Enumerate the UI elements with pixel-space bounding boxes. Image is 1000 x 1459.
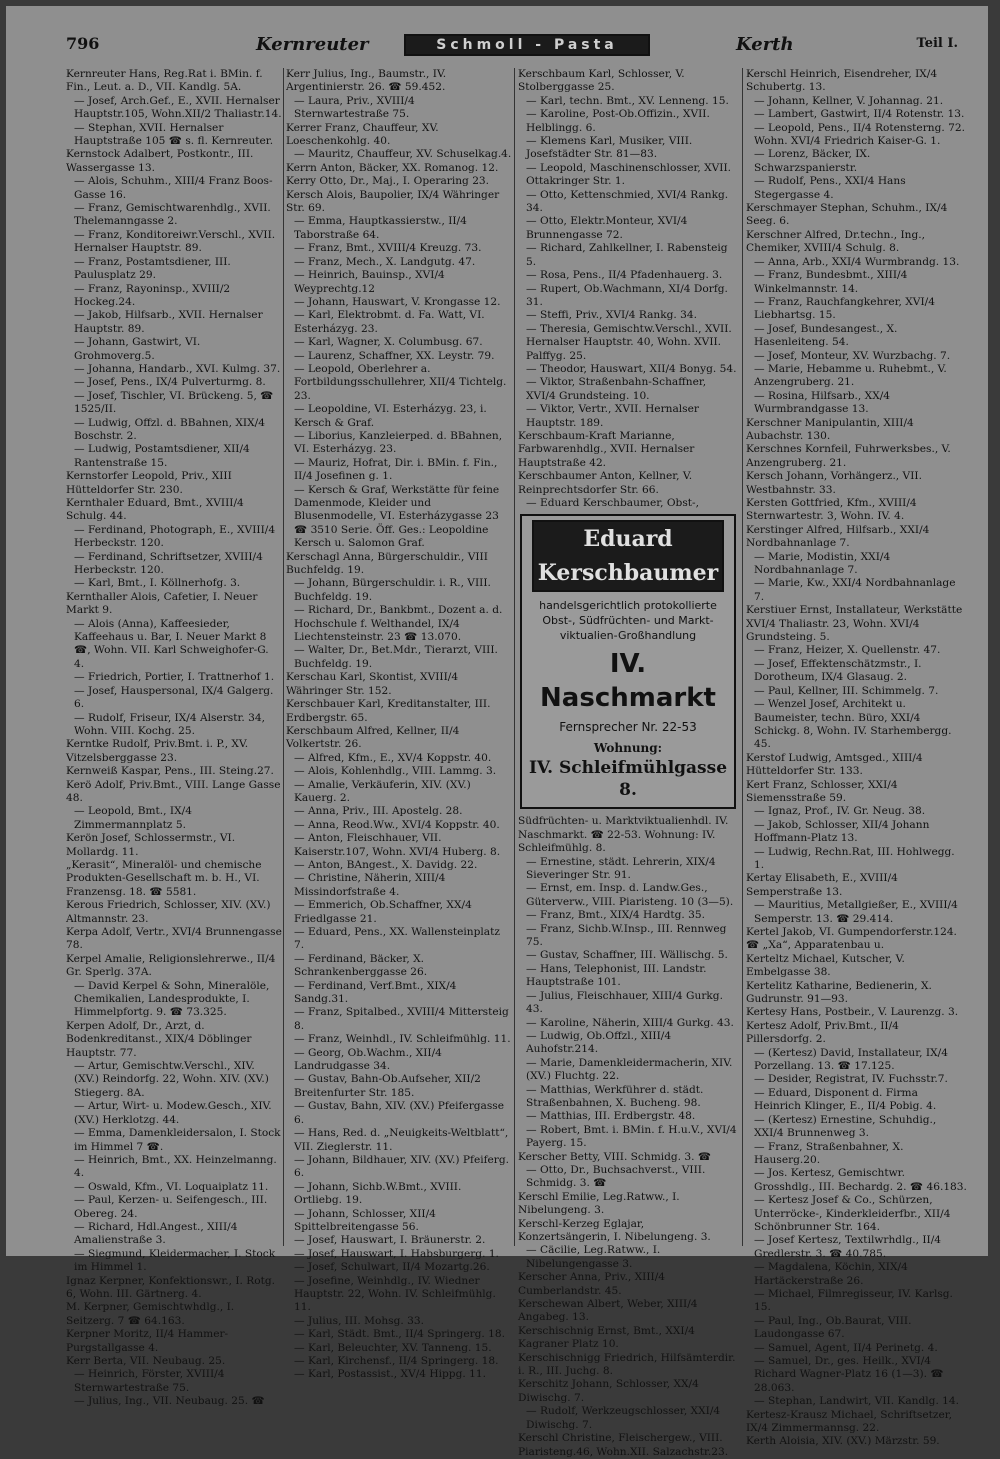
directory-entry: Kersch Alois, Baupolier, IX/4 Währinger Str. 69. — [286, 188, 500, 215]
directory-entry: — Ferdinand, Bäcker, X. Schrankenberggasse 26. — [294, 952, 428, 979]
directory-column-4 — [746, 68, 968, 1448]
directory-entry: — Rudolf, Pens., XXI/4 Hans Stegergasse 4. — [754, 175, 906, 201]
directory-entry: Kerschagl Anna, Bürgerschuldir., VIII Buchfeldg. 19. — [286, 550, 488, 577]
directory-entry: — Josef, Tischler, VI. Brückeng. 5, ☎ 1525/II. — [74, 389, 274, 416]
directory-entry: Kernstock Adalbert, Postkontr., III. Wassergasse 13. — [66, 148, 254, 174]
directory-entry: „Kerasit“, Mineralöl- und chemische Produkten-Gesellschaft m. b. H., VI. Franzensg. 18. ☎ 5581. — [66, 858, 262, 898]
directory-entry: Kerstinger Alfred, Hilfsarb., XXI/4 Nordbahnanlage 7. — [746, 523, 930, 550]
directory-entry: Kerschmayer Stephan, Schuhm., IX/4 Seeg. 6. — [746, 202, 948, 228]
directory-entry: Kersch Johann, Vorhängerz., VII. Westbahnstr. 33. — [746, 470, 922, 496]
directory-entry: — Georg, Ob.Wachm., XII/4 Landrudgasse 34. — [294, 1046, 442, 1073]
directory-entry: Kerstiuer Ernst, Installateur, Werkstätte XVI/4 Thaliastr. 23, Wohn. XVI/4 Grundsteing. 5. — [746, 604, 963, 644]
directory-entry: — Johann, Schlosser, XII/4 Spittelbreitengasse 56. — [294, 1207, 436, 1233]
directory-entry: — Alois, Schuhm., XIII/4 Franz Boos-Gasse 16. — [74, 175, 273, 201]
directory-entry: — Viktor, Straßenbahn-Schaffner, XVI/4 Grundsteing. 10. — [526, 376, 707, 402]
directory-entry: — Emma, Damenkleidersalon, I. Stock im Himmel 7 ☎. — [74, 1127, 281, 1153]
directory-entry: — Franz, Sichb.W.Insp., III. Rennweg 75. — [526, 922, 727, 949]
directory-entry: — Ferdinand, Photograph, E., XVIII/4 Herbeckstr. 120. — [74, 523, 276, 550]
directory-entry: — Oswald, Kfm., VI. Loquaiplatz 11. — [74, 1180, 269, 1193]
directory-entry: — Karl, Städt. Bmt., II/4 Springerg. 18. — [294, 1328, 506, 1341]
directory-entry: — Johann, Kellner, V. Johannag. 21. — [754, 94, 944, 107]
directory-entry: — Johann, Sichb.W.Bmt., XVIII. Ortliebg. 19. — [294, 1180, 462, 1207]
directory-entry: — (Kertesz) Ernestine, Schuhdig., XXI/4 Brunnenweg 3. — [754, 1113, 937, 1140]
directory-entry: — Friedrich, Portier, I. Trattnerhof 1. — [74, 671, 275, 684]
directory-entry: — Karl, Elektrobmt. d. Fa. Watt, VI. Esterházyg. 23. — [294, 309, 485, 335]
directory-entry: — Josef, Hauswart, I. Habsburgerg. 1. — [294, 1247, 499, 1260]
ad-phone: Fernsprecher Nr. 22-53 — [559, 720, 697, 735]
part-label: Teil I. — [916, 36, 958, 51]
directory-entry: Kertesz-Krausz Michael, Schriftsetzer, IX/4 Zimmermannsg. 22. — [746, 1408, 953, 1435]
directory-entry: — Paul, Kellner, III. Schimmelg. 7. — [754, 684, 939, 697]
ad-address: IV. Schleifmühlgasse 8. — [528, 758, 728, 801]
directory-entry: — Heinrich, Bmt., XX. Heinzelmanng. 4. — [74, 1153, 277, 1180]
directory-entry: — Franz, Rauchfangkehrer, XVI/4 Liebhartsg. 15. — [754, 295, 935, 322]
directory-entry: Kerteltz Michael, Kutscher, V. Embelgasse 38. — [746, 952, 905, 979]
directory-entry: Kerrer Franz, Chauffeur, XV. Loeschenkohlg. 40. — [286, 121, 439, 148]
directory-entry: — Franz, Bmt., XVIII/4 Kreuzg. 73. — [294, 242, 482, 255]
directory-entry: Kertesy Hans, Postbeir., V. Laurenzg. 3. — [746, 1006, 959, 1019]
directory-entry: — Josef, Effektenschätzmstr., I. Dorotheum, IX/4 Glasaug. 2. — [754, 657, 922, 684]
directory-entry: Kerschner Manipulantin, XIII/4 Aubachstr. 130. — [746, 416, 914, 442]
directory-entry: Kerschl-Kerzeg Eglajar, Konzertsängerin, I. Nibelungeng. 3. — [518, 1217, 711, 1243]
directory-entry: — Marie, Damenkleidermacherin, XIV. (XV.) Fluchtg. 22. — [526, 1056, 733, 1083]
directory-entry: — Gustav, Bahn-Ob.Aufseher, XII/2 Breitenfurter Str. 185. — [294, 1073, 481, 1099]
column-divider — [742, 68, 743, 1246]
directory-entry: Kerscher Anna, Priv., XIII/4 Cumberlandstr. 45. — [518, 1271, 666, 1297]
directory-entry: — Josef Kertesz, Textilwrhdlg., II/4 Gredlerstr. 3. ☎ 40.785. — [754, 1234, 942, 1260]
directory-entry: — Josef, Pens., IX/4 Pulverturmg. 8. — [74, 376, 266, 389]
column-divider — [514, 68, 515, 1246]
directory-entry: — Alois (Anna), Kaffeesieder, Kaffeehaus u. Bar, I. Neuer Markt 8 ☎, Wohn. VII. Karl Schweighofer-G. 4. — [74, 617, 269, 670]
directory-entry: — Emma, Hauptkassierstw., II/4 Taborstraße 64. — [294, 215, 467, 241]
directory-entry: — Rupert, Ob.Wachmann, XI/4 Dorfg. 31. — [526, 282, 728, 308]
directory-entry: Kerschitz Johann, Schlosser, XX/4 Diwischg. 7. — [518, 1378, 699, 1404]
directory-entry: — Richard, Hdl.Angest., XIII/4 Amalienstraße 3. — [74, 1220, 238, 1247]
directory-entry: — Josef, Bundesangest., X. Hasenleiteng. 54. — [754, 322, 898, 349]
directory-entry: — Karl, techn. Bmt., XV. Lenneng. 15. — [526, 94, 729, 107]
directory-entry: — Anna, Reod.Ww., XVI/4 Koppstr. 40. — [294, 818, 500, 831]
directory-entry: — Steffi, Priv., XVI/4 Rankg. 34. — [526, 309, 697, 322]
directory-entry: Kerpa Adolf, Vertr., XVI/4 Brunnengasse 78. — [66, 926, 282, 952]
directory-entry: — Jos. Kertesz, Gemischtwr. Grosshdlg., III. Bechardg. 2. ☎ 46.183. — [754, 1167, 967, 1193]
directory-entry: Kerschnes Kornfeil, Fuhrwerksbes., V. Anzengruberg. 21. — [746, 443, 951, 469]
directory-entry: — Anton, BAngest., X. Davidg. 22. — [294, 858, 478, 871]
directory-entry: Kerschl Heinrich, Eisendreher, IX/4 Schubertg. 13. — [746, 68, 938, 94]
directory-entry: — Lambert, Gastwirt, II/4 Rotenstr. 13. — [754, 108, 965, 121]
directory-entry: — Eduard, Pens., XX. Wallensteinplatz 7. — [294, 926, 500, 952]
directory-entry: — Marie, Kw., XXI/4 Nordbahnanlage 7. — [754, 577, 956, 603]
directory-entry: — Karl, Postassist., XV/4 Hippg. 11. — [294, 1368, 486, 1381]
directory-entry: — Eduard Kerschbaumer, Obst-, — [526, 497, 699, 509]
directory-entry: — Karl, Beleuchter, XV. Tanneng. 15. — [294, 1341, 492, 1354]
directory-entry: — Josef, Hauspersonal, IX/4 Galgerg. 6. — [74, 684, 274, 711]
directory-entry: — Mauriz, Hofrat, Dir. i. BMin. f. Fin., II/4 Josefinen g. 1. — [294, 456, 498, 483]
directory-entry: Kerr Julius, Ing., Baumstr., IV. Argentinierstr. 26. ☎ 59.452. — [286, 68, 447, 94]
directory-entry: Kerön Josef, Schlossermstr., VI. Mollardg. 11. — [66, 832, 236, 858]
directory-entry: — Johanna, Handarb., XVI. Kulmg. 37. — [74, 362, 281, 375]
directory-entry: — Ernestine, städt. Lehrerin, XIX/4 Sieveringer Str. 91. — [526, 855, 716, 882]
directory-entry: — Amalie, Verkäuferin, XIV. (XV.) Kauerg. 2. — [294, 778, 471, 804]
directory-entry: — Leopold, Maschinenschlosser, XVII. Ottakringer Str. 1. — [526, 161, 732, 188]
directory-entry: — Josefine, Weinhdlg., IV. Wiedner Hauptstr. 22, Wohn. IV. Schleifmühlg. 11. — [294, 1274, 496, 1314]
directory-entry: — Hans, Telephonist, III. Landstr. Hauptstraße 101. — [526, 962, 707, 989]
directory-entry: — Desider, Registrat, IV. Fuchsstr.7. — [754, 1073, 948, 1086]
directory-entry: — Wenzel Josef, Architekt u. Baumeister, techn. Büro, XXI/4 Schickg. 8, Wohn. IV. Starhembergg. 45. — [754, 698, 952, 751]
directory-entry: Südfrüchten- u. Marktviktualienhdl. IV. Naschmarkt. ☎ 22-53. Wohnung: IV. Schleifmühlg. 8. — [518, 815, 729, 855]
directory-entry: Kerr Berta, VII. Neubaug. 25. — [66, 1355, 226, 1367]
directory-entry: — Ludwig, Offzl. d. BBahnen, XIX/4 Boschstr. 2. — [74, 416, 265, 442]
directory-entry: Kert Franz, Schlosser, XXI/4 Siemensstraße 59. — [746, 778, 898, 804]
directory-entry: — Theodor, Hauswart, XII/4 Bonyg. 54. — [526, 362, 737, 375]
header-right-keyword: Kerth — [736, 34, 794, 55]
directory-entry: — Richard, Dr., Bankbmt., Dozent a. d. Hochschule f. Welthandel, IX/4 Liechtensteinstr. 23 ☎ 13.070. — [294, 604, 503, 644]
directory-entry: — Gustav, Bahn, XIV. (XV.) Pfeifergasse 6. — [294, 1100, 504, 1126]
directory-entry: — Josef, Hauswart, I. Bräunerstr. 2. — [294, 1234, 486, 1247]
directory-entry: — Kersch & Graf, Werkstätte für feine Damenmode, Kleider und Blusenmodelle, VI. Esterházygasse 23 ☎ 3510 Serie. Öff. Ges.: Leopoldine Kersch u. Salomon Graf. — [294, 483, 500, 550]
directory-entry: — Franz, Bmt., XIX/4 Hardtg. 35. — [526, 909, 705, 922]
directory-entry: — Eduard, Disponent d. Firma Heinrich Klinger, E., II/4 Pobig. 4. — [754, 1086, 937, 1113]
directory-entry: Kerschl Christine, Fleischergew., VIII. Piaristeng.46, Wohn.XII. Salzachstr.23. — [518, 1432, 729, 1458]
directory-entry: — Julius, Fleischhauer, XIII/4 Gurkg. 43. — [526, 989, 723, 1016]
directory-entry: — Samuel, Agent, II/4 Perinetg. 4. — [754, 1341, 938, 1354]
directory-entry: Kernthaler Eduard, Bmt., XVIII/4 Schulg. 44. — [66, 497, 244, 523]
directory-entry: — Mauritius, Metallgießer, E., XVIII/4 Semperstr. 13. ☎ 29.414. — [754, 899, 958, 925]
directory-entry: — Viktor, Vertr., XVII. Hernalser Hauptstr. 189. — [526, 403, 699, 429]
directory-entry: Kerschbaum Alfred, Kellner, II/4 Volkertstr. 26. — [286, 724, 460, 751]
directory-entry: — Franz, Konditoreiwr.Verschl., XVII. Hernalser Hauptstr. 89. — [74, 228, 276, 255]
column-divider — [283, 68, 284, 1246]
directory-entry: — Julius, Ing., VII. Neubaug. 25. ☎ — [74, 1395, 265, 1408]
directory-entry: — Leopoldine, VI. Esterházyg. 23, i. Kersch & Graf. — [294, 403, 487, 429]
directory-entry: — Rosina, Hilfsarb., XX/4 Wurmbrandgasse 13. — [754, 389, 891, 416]
directory-entry: — Franz, Bundesbmt., XIII/4 Winkelmannstr. 14. — [754, 269, 908, 295]
directory-entry: — Mauritz, Chauffeur, XV. Schuselkag.4. — [294, 148, 512, 161]
directory-entry: — Ignaz, Prof., IV. Gr. Neug. 38. — [754, 805, 926, 818]
ad-title: Eduard Kerschbaumer — [532, 520, 724, 592]
directory-entry: — Karl, Bmt., I. Köllnerhofg. 3. — [74, 577, 241, 590]
directory-entry: Kerpner Moritz, II/4 Hammer-Purgstallgasse 4. — [66, 1328, 229, 1354]
ad-description-line: handelsgerichtlich protokollierte — [539, 599, 717, 613]
directory-entry: — Johann, Gastwirt, VI. Grohmoverg.5. — [74, 336, 201, 362]
directory-entry: Kertay Elisabeth, E., XVIII/4 Semperstraße 13. — [746, 872, 898, 898]
directory-entry: — Leopold, Oberlehrer a. Fortbildungsschullehrer, XII/4 Tichtelg. 23. — [294, 362, 507, 402]
directory-entry: — Julius, III. Mohsg. 33. — [294, 1314, 424, 1327]
directory-entry: — Jakob, Hilfsarb., XVII. Hernalser Hauptstr. 89. — [74, 309, 263, 335]
directory-entry: Kernweiß Kaspar, Pens., III. Steing.27. — [66, 765, 274, 778]
directory-entry: Kerstof Ludwig, Amtsged., XIII/4 Hütteldorfer Str. 133. — [746, 751, 923, 778]
directory-entry: — Artur, Wirt- u. Modew.Gesch., XIV. (XV.) Herklotzg. 44. — [74, 1100, 272, 1126]
directory-entry: — Karoline, Näherin, XIII/4 Gurkg. 43. — [526, 1016, 734, 1029]
directory-entry: — Franz, Spitalbed., XVIII/4 Mittersteig 8. — [294, 1006, 509, 1032]
directory-entry: — Karl, Wagner, X. Columbusg. 67. — [294, 336, 483, 349]
directory-column-3 — [518, 68, 738, 1458]
directory-entry: — Ferdinand, Schriftsetzer, XVIII/4 Herbeckstr. 120. — [74, 550, 263, 577]
directory-entry: — Franz, Heizer, X. Quellenstr. 47. — [754, 644, 941, 657]
directory-entry: Kerrn Anton, Bäcker, XX. Romanog. 12. — [286, 161, 499, 174]
directory-entry: — Franz, Mech., X. Landgutg. 47. — [294, 255, 476, 268]
directory-entry: — Franz, Straßenbahner, X. Hauserg.20. — [754, 1140, 904, 1166]
directory-entry: Kernthaller Alois, Cafetier, I. Neuer Markt 9. — [66, 590, 258, 617]
directory-entry: — Ludwig, Postamtsdiener, XII/4 Rantenstraße 15. — [74, 443, 250, 469]
directory-column-2 — [286, 68, 512, 1381]
directory-entry: — Franz, Rayoninsp., XVIII/2 Hockeg.24. — [74, 282, 231, 308]
directory-entry: — Jakob, Schlosser, XII/4 Johann Hoffmann-Platz 13. — [754, 818, 930, 845]
directory-entry: Kerschischnigg Friedrich, Hilfsämterdir. i. R., III. Juchg. 8. — [518, 1351, 736, 1378]
directory-entry: — Johann, Bildhauer, XIV. (XV.) Pfeiferg. 6. — [294, 1153, 510, 1180]
directory-entry: — Liborius, Kanzleierped. d. BBahnen, VI. Esterházyg. 23. — [294, 429, 503, 456]
directory-entry: — Stephan, XVII. Hernalser Hauptstraße 105 ☎ s. fl. Kernreuter. — [74, 121, 274, 148]
directory-entry: — Ernst, em. Insp. d. Landw.Ges., Güterverw., VIII. Piaristeng. 10 (3—5). — [526, 882, 734, 908]
directory-entry: Kerschner Alfred, Dr.techn., Ing., Chemiker, XVIII/4 Schulg. 8. — [746, 228, 925, 255]
directory-entry: Kertelitz Katharine, Bedienerin, X. Gudrunstr. 91—93. — [746, 979, 932, 1006]
directory-entry: Kerry Otto, Dr., Maj., I. Operaring 23. — [286, 175, 490, 188]
directory-entry: Kerschbaum Karl, Schlosser, V. Stolberggasse 25. — [518, 68, 685, 94]
directory-entry: Kernreuter Hans, Reg.Rat i. BMin. f. Fin., Leut. a. D., VII. Kandlg. 5A. — [66, 68, 263, 94]
directory-entry: — Josef, Schulwart, II/4 Mozartg.26. — [294, 1261, 490, 1274]
directory-entry: — David Kerpel & Sohn, Mineralöle, Chemikalien, Landesprodukte, I. Himmelpfortg. 9. ☎ 73.325. — [74, 979, 270, 1019]
directory-entry: Kerpen Adolf, Dr., Arzt, d. Bodenkreditanst., XIX/4 Döblinger Hauptstr. 77. — [66, 1019, 252, 1059]
ad-description-line: Obst-, Südfrüchten- und Markt- — [542, 614, 714, 628]
directory-entry: Kerschbaumer Anton, Kellner, V. Reinprechtsdorfer Str. 66. — [518, 470, 693, 496]
directory-entry: — Leopold, Pens., II/4 Rotensterng. 72. Wohn. XVI/4 Friedrich Kaiser-G. 1. — [754, 121, 965, 148]
directory-entry: — Alfred, Kfm., E., XV/4 Koppstr. 40. — [294, 751, 492, 764]
directory-entry: — Lorenz, Bäcker, IX. Schwarzspanierstr. — [754, 148, 871, 174]
directory-entry: — Samuel, Dr., ges. Heilk., XVI/4 Richard Wagner-Platz 16 (1—3). ☎ 28.063. — [754, 1355, 944, 1394]
directory-entry: Kerschau Karl, Skontist, XVIII/4 Währinger Str. 152. — [286, 671, 459, 697]
directory-entry: — Christine, Näherin, XIII/4 Missindorfstraße 4. — [294, 872, 446, 898]
directory-entry: — Anna, Arb., XXI/4 Wurmbrandg. 13. — [754, 255, 960, 268]
directory-entry: — Franz, Postamtsdiener, III. Paulusplatz 29. — [74, 255, 231, 282]
directory-entry: — Emmerich, Ob.Schaffner, XX/4 Friedlgasse 21. — [294, 899, 472, 925]
directory-entry: — Josef, Arch.Gef., E., XVII. Hernalser Hauptstr.105, Wohn.XII/2 Thaliastr.14. — [74, 94, 282, 121]
directory-entry: — Theresia, Gemischtw.Verschl., XVII. Hernalser Hauptstr. 40, Wohn. XVII. Palffyg. 25. — [526, 322, 732, 362]
directory-entry: Kerous Friedrich, Schlosser, XIV. (XV.) Altmannstr. 23. — [66, 899, 271, 925]
directory-entry: — Paul, Kerzen- u. Seifengesch., III. Obereg. 24. — [74, 1194, 268, 1220]
directory-entry: — Klemens Karl, Musiker, VIII. Josefstädter Str. 81—83. — [526, 135, 693, 161]
publisher-banner: Schmoll - Pasta — [404, 34, 650, 56]
directory-entry: — (Kertesz) David, Installateur, IX/4 Porzellang. 13. ☎ 17.125. — [754, 1046, 948, 1073]
directory-entry: Kerschewan Albert, Weber, XIII/4 Angabeg. 13. — [518, 1298, 698, 1324]
header-left-keyword: Kernreuter — [256, 34, 369, 55]
directory-entry: — Rosa, Pens., II/4 Pfadenhauerg. 3. — [526, 269, 723, 282]
directory-entry: Ignaz Kerpner, Konfektionswr., I. Rotg. 6, Wohn. III. Gärtnerg. 4. — [66, 1274, 275, 1300]
directory-entry: — Rudolf, Friseur, IX/4 Alserstr. 34, Wohn. VIII. Kochg. 25. — [74, 711, 265, 737]
directory-entry: — Cäcilie, Leg.Ratww., I. Nibelungengasse 3. — [526, 1244, 661, 1270]
directory-entry: Kerntke Rudolf, Priv.Bmt. i. P., XV. Vitzelsberggasse 23. — [66, 738, 249, 764]
directory-entry: — Leopold, Bmt., IX/4 Zimmermannplatz 5. — [74, 805, 192, 831]
directory-entry: — Richard, Zahlkellner, I. Rabensteig 5. — [526, 242, 728, 268]
directory-entry: — Josef, Monteur, XV. Wurzbachg. 7. — [754, 349, 951, 362]
directory-entry: — Siegmund, Kleidermacher, I. Stock im Himmel 1. — [74, 1247, 276, 1274]
ad-address-heading: Wohnung: — [593, 741, 663, 756]
directory-entry: — Walter, Dr., Bet.Mdr., Tierarzt, VIII. Buchfeldg. 19. — [294, 644, 498, 670]
directory-entry: — Otto, Kettenschmied, XVI/4 Rankg. 34. — [526, 188, 729, 215]
ad-description-line: viktualien-Großhandlung — [559, 629, 697, 643]
directory-entry: — Marie, Modistin, XXI/4 Nordbahnanlage 7. — [754, 550, 891, 577]
directory-entry: — Johann, Hauswart, V. Krongasse 12. — [294, 295, 501, 308]
directory-entry: Kerpel Amalie, Religionslehrerwe., II/4 Gr. Sperlg. 37A. — [66, 952, 276, 979]
directory-entry: — Ludwig, Rechn.Rat, III. Hohlwegg. 1. — [754, 845, 955, 871]
directory-entry: Kerth Aloisia, XIV. (XV.) Märzstr. 59. — [746, 1435, 940, 1448]
directory-entry: Kernstorfer Leopold, Priv., XIII Hütteldorfer Str. 230. — [66, 470, 232, 496]
directory-entry: — Heinrich, Förster, XVIII/4 Sternwartestraße 75. — [74, 1368, 225, 1394]
advertisement-box — [520, 514, 736, 809]
directory-entry: — Magdalena, Köchin, XIX/4 Hartäckerstraße 26. — [754, 1261, 908, 1287]
directory-entry: — Robert, Bmt. i. BMin. f. H.u.V., XVI/4 Payerg. 15. — [526, 1123, 737, 1150]
page-header — [66, 32, 958, 60]
directory-entry: — Artur, Gemischtw.Verschl., XIV. (XV.) Reindorfg. 22, Wohn. XIV. (XV.) Stiegerg. 8A. — [74, 1060, 269, 1099]
directory-entry: — Otto, Dr., Buchsachverst., VIII. Schmidg. 3. ☎ — [526, 1163, 706, 1190]
ad-location: IV. Naschmarkt — [540, 649, 716, 714]
directory-entry: — Matthias, III. Erdbergstr. 48. — [526, 1110, 696, 1123]
directory-column-1 — [66, 68, 282, 1408]
directory-entry: — Laura, Priv., XVIII/4 Sternwartestraße 75. — [294, 94, 415, 121]
page-number: 796 — [66, 34, 100, 53]
directory-entry: — Anna, Priv., III. Apostelg. 28. — [294, 805, 463, 818]
directory-entry: — Gustav, Schaffner, III. Wällischg. 5. — [526, 949, 728, 962]
directory-entry: — Matthias, Werkführer d. städt. Straßenbahnen, X. Bucheng. 98. — [526, 1083, 704, 1109]
directory-entry: — Laurenz, Schaffner, XX. Leystr. 79. — [294, 349, 495, 362]
directory-entry: — Michael, Filmregisseur, IV. Karlsg. 15. — [754, 1287, 953, 1314]
directory-entry: — Franz, Gemischtwarenhdlg., XVII. Thelemanngasse 2. — [74, 202, 271, 228]
directory-entry: Kerscher Betty, VIII. Schmidg. 3. ☎ — [518, 1150, 712, 1163]
directory-entry: Kersten Gottfried, Kfm., XVIII/4 Sternwartestr. 3, Wohn. IV. 4. — [746, 497, 917, 523]
directory-entry: Kerschbauer Karl, Kreditanstalter, III. Erdbergstr. 65. — [286, 698, 491, 724]
directory-entry: — Franz, Weinhdl., IV. Schleifmühlg. 11. — [294, 1033, 511, 1046]
directory-entry: — Rudolf, Werkzeugschlosser, XXI/4 Diwischg. 7. — [526, 1405, 721, 1431]
directory-entry: — Otto, Elektr.Monteur, XVI/4 Brunnengasse 72. — [526, 215, 688, 241]
directory-entry: M. Kerpner, Gemischtwhdlg., I. Seitzerg. 7 ☎ 64.163. — [66, 1301, 235, 1327]
directory-entry: — Hans, Red. d. „Neuigkeits-Weltblatt“, VII. Zieglerstr. 11. — [294, 1127, 509, 1153]
directory-entry: — Karoline, Post-Ob.Offizin., XVII. Helblingg. 6. — [526, 108, 710, 134]
directory-entry: Kerö Adolf, Priv.Bmt., VIII. Lange Gasse 48. — [66, 778, 281, 804]
directory-entry: — Paul, Ing., Ob.Baurat, VIII. Laudongasse 67. — [754, 1314, 912, 1341]
directory-entry: — Anton, Fleischhauer, VII. Kaiserstr.107, Wohn. XVI/4 Huberg. 8. — [294, 832, 501, 858]
directory-entry: — Marie, Hebamme u. Ruhebmt., V. Anzengruberg. 21. — [754, 362, 947, 389]
directory-entry: — Alois, Kohlenhdlg., VIII. Lammg. 3. — [294, 765, 497, 778]
directory-entry: — Johann, Bürgerschuldir. i. R., VIII. Buchfeldg. 19. — [294, 577, 491, 603]
directory-entry: — Stephan, Landwirt, VII. Kandlg. 14. — [754, 1395, 960, 1408]
directory-entry: Kertel Jakob, VI. Gumpendorferstr.124. ☎ „Xa“, Apparatenbau u. — [746, 926, 957, 952]
directory-entry: — Heinrich, Bauinsp., XVI/4 Weyprechtg.12 — [294, 269, 445, 295]
directory-entry: — Ludwig, Ob.Offzl., XIII/4 Auhofstr.214. — [526, 1029, 672, 1056]
directory-entry: — Kertesz Josef & Co., Schürzen, Unterröcke-, Kinderkleiderfbr., XII/4 Schönbrunner Str. 164. — [754, 1194, 951, 1233]
directory-entry: Kertesz Adolf, Priv.Bmt., II/4 Pillersdorfg. 2. — [746, 1019, 899, 1046]
directory-entry: Kerschl Emilie, Leg.Ratww., I. Nibelungeng. 3. — [518, 1190, 680, 1217]
directory-entry: — Karl, Kirchensf., II/4 Springerg. 18. — [294, 1355, 499, 1367]
directory-entry: Kerschbaum-Kraft Marianne, Farbwarenhdlg., XVII. Hernalser Hauptstraße 42. — [518, 429, 695, 469]
directory-entry: — Ferdinand, Verf.Bmt., XIX/4 Sandg.31. — [294, 979, 457, 1006]
directory-entry: Kerschischnig Ernst, Bmt., XXI/4 Kagraner Platz 10. — [518, 1324, 695, 1351]
directory-page — [6, 6, 988, 1458]
